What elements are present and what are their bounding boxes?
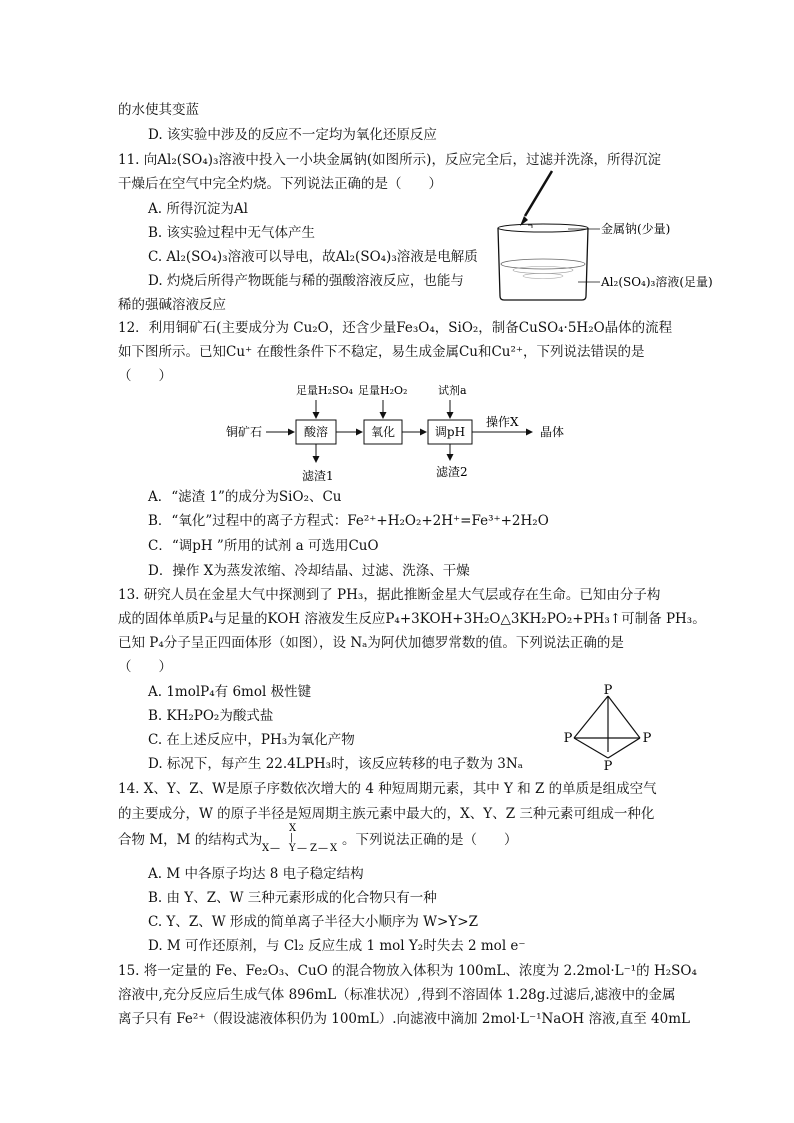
atom-x: X <box>330 843 338 854</box>
svg-text:|: | <box>290 833 294 843</box>
q13-stem: 已知 P₄分子呈正四面体形（如图），设 Nₐ为阿伏加德罗常数的值。下列说法正确的是 <box>118 635 624 651</box>
flow-input3: 试剂a <box>438 384 467 397</box>
q14-option-c: C. Y、Z、W 形成的简单离子半径大小顺序为 W>Y>Z <box>148 914 478 930</box>
q14-option-d: D. M 可作还原剂，与 Cl₂ 反应生成 1 mol Y₂时失去 2 mol e⁻ <box>148 938 526 954</box>
q11-option-c: C. Al₂(SO₄)₃溶液可以导电，故Al₂(SO₄)₃溶液是电解质 <box>148 249 478 265</box>
flow-ore: 铜矿石 <box>226 425 263 439</box>
structural-formula <box>262 820 342 854</box>
solution-wave <box>513 267 573 274</box>
q12-option-d: D．操作 X为蒸发浓缩、冷却结晶、过滤、洗涤、干燥 <box>148 563 470 579</box>
svg-text:—: — <box>318 843 328 854</box>
flow-input2: 足量H₂O₂ <box>358 384 408 397</box>
q12-option-c: C．“调pH ”所用的试剂 a 可选用CuO <box>148 538 379 554</box>
atom-z: Z <box>310 843 317 854</box>
flow-residue2: 滤渣2 <box>436 465 468 479</box>
beaker-figure <box>490 168 713 308</box>
q13-option-b: B. KH₂PO₂为酸式盐 <box>148 708 274 724</box>
q15-stem: 溶液中,充分反应后生成气体 896mL（标准状况）,得到不溶固体 1.28g.过滤后,滤液中的金属 <box>118 987 676 1003</box>
atom-p-bottom: P <box>603 759 613 774</box>
beaker-icon <box>498 228 588 300</box>
atom-y: Y <box>289 843 296 854</box>
p4-tetrahedron <box>556 680 666 774</box>
q13-stem: （ ） <box>118 659 172 675</box>
q11-option-b: B. 该实验过程中无气体产生 <box>148 225 316 241</box>
q14-stem: 的主要成分，W 的原子半径是短周期主族元素中最大的，X、Y、Z 三种元素可组成一种化 <box>118 806 655 822</box>
q13-stem: 13. 研究人员在金星大气中探测到了 PH₃，据此推断金星大气层或存在生命。已知由分子构 <box>118 587 661 603</box>
atom-p-right: P <box>642 731 652 746</box>
q12-stem: 12．利用铜矿石(主要成分为 Cu₂O，还含少量Fe₃O₄，SiO₂，制备CuSO₄·5H₂O晶体的流程 <box>118 320 673 336</box>
q14-stem-end: 。下列说法正确的是（ ） <box>342 832 518 848</box>
q14-stem: 14. X、Y、Z、W是原子序数依次增大的 4 种短周期元素，其中 Y 和 Z 的单质是组成空气 <box>118 781 657 797</box>
q13-stem: 成的固体单质P₄与足量的KOH 溶液发生反应P₄+3KOH+3H₂O△3KH₂PO₂+PH₃↑可制备 PH₃。 <box>118 611 706 627</box>
line-continuation: 的水使其变蓝 <box>118 102 199 118</box>
process-flowchart <box>224 378 584 484</box>
solution-wave <box>523 274 563 279</box>
beaker-rim <box>498 224 588 232</box>
flow-box3-label: 调pH <box>434 425 466 439</box>
svg-text:—: — <box>270 843 280 854</box>
option-d: D. 该实验中涉及的反应不一定均为氧化还原反应 <box>148 127 437 143</box>
q12-option-b: B．“氧化”过程中的离子方程式：Fe²⁺+H₂O₂+2H⁺=Fe³⁺+2H₂O <box>148 513 549 529</box>
atom-x: X <box>289 823 297 834</box>
q14-stem-start: 合物 M，M 的结构式为 <box>118 832 263 848</box>
atom-x: X <box>262 843 270 854</box>
q11-option-d: D. 灼烧后所得产物既能与稀的强酸溶液反应，也能与 <box>148 273 464 289</box>
q12-option-a: A．“滤渣 1”的成分为SiO₂、Cu <box>148 489 342 505</box>
q11-stem: 11. 向Al₂(SO₄)₃溶液中投入一小块金属钠(如图所示)，反应完全后，过滤并洗涤，所得沉淀 <box>118 152 661 168</box>
flow-operation: 操作X <box>486 415 519 429</box>
q15-stem: 15. 将一定量的 Fe、Fe₂O₃、CuO 的混合物放入体积为 100mL、浓度为 2.2mol·L⁻¹的 H₂SO₄ <box>118 963 697 979</box>
q11-option-a: A. 所得沉淀为Al <box>148 201 248 217</box>
q12-stem: 如下图所示。已知Cu⁺ 在酸性条件下不稳定，易生成金属Cu和Cu²⁺，下列说法错误的是 <box>118 344 645 360</box>
q11-stem: 干燥后在空气中完全灼烧。下列说法正确的是（ ） <box>118 176 442 192</box>
flow-input1: 足量H₂SO₄ <box>296 384 353 397</box>
q11-option-d-cont: 稀的强碱溶液反应 <box>118 297 226 313</box>
glass-rod <box>525 171 552 216</box>
solution-surface <box>501 259 585 269</box>
q14-option-b: B. 由 Y、Z、W 三种元素形成的化合物只有一种 <box>148 890 437 906</box>
svg-text:—: — <box>297 843 307 854</box>
q12-stem: （ ） <box>118 368 172 384</box>
label-sodium: 金属钠(少量) <box>601 222 671 236</box>
q13-option-d: D. 标况下，每产生 22.4LPH₃时，该反应转移的电子数为 3Nₐ <box>148 756 523 772</box>
atom-p-left: P <box>563 731 573 746</box>
flow-product: 晶体 <box>540 425 565 439</box>
label-solution: Al₂(SO₄)₃溶液(足量) <box>601 275 713 289</box>
flow-residue1: 滤渣1 <box>302 469 334 483</box>
q13-option-a: A. 1molP₄有 6mol 极性键 <box>148 684 312 700</box>
flow-box2-label: 氧化 <box>370 425 396 439</box>
flow-box1-label: 酸溶 <box>303 425 329 439</box>
atom-p-top: P <box>603 683 613 698</box>
q15-stem: 离子只有 Fe²⁺（假设滤液体积仍为 100mL）.向滤液中滴加 2mol·L⁻¹NaOH 溶液,直至 40mL <box>118 1011 691 1027</box>
q13-option-c: C. 在上述反应中，PH₃为氧化产物 <box>148 732 355 748</box>
q14-option-a: A. M 中各原子均达 8 电子稳定结构 <box>148 866 364 882</box>
